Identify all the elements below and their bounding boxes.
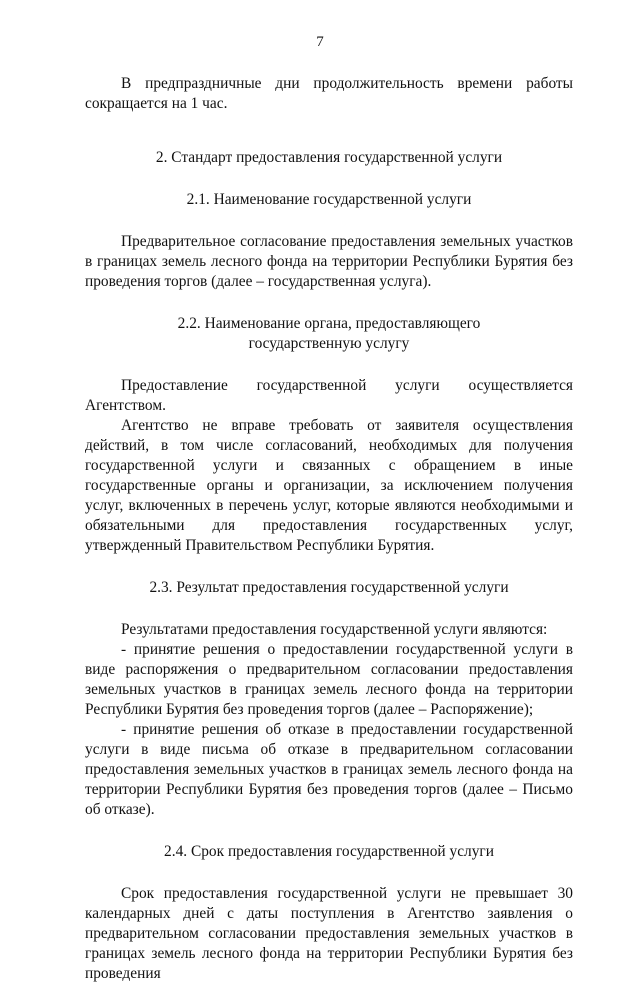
page-number: 7 <box>316 34 324 50</box>
section-2-2-paragraph-1: Предоставление государственной услуги осуществляется Агентством. <box>85 377 573 414</box>
section-2-3-paragraph-3: - принятие решения об отказе в предоставлении государственной услуги в виде письма об отказе в предварительном согласовании предоставления земельных участков в границах земель лесного фонда на территории Республики Бурятия без проведения торгов (далее – Письмо об отказе). <box>85 721 573 818</box>
section-2-2-heading <box>85 314 573 354</box>
intro-paragraph: В предпраздничные дни продолжительность времени работы сокращается на 1 час. <box>85 75 573 112</box>
section-2-4-heading: 2.4. Срок предоставления государственной услуги <box>164 843 494 860</box>
section-2-2-heading-line1: 2.2. Наименование органа, предоставляющего <box>177 315 481 332</box>
section-2-2-heading-line2: государственную услугу <box>248 335 410 352</box>
section-2-1-paragraph: Предварительное согласование предоставления земельных участков в границах земель лесного фонда на территории Республики Бурятия без проведения торгов (далее – государственная услуга). <box>85 233 573 290</box>
section-2-heading: 2. Стандарт предоставления государственной услуги <box>155 149 503 166</box>
section-2-3-paragraph-2: - принятие решения о предоставлении государственной услуги в виде распоряжения о предварительном согласовании предоставления земельных участков в границах земель лесного фонда на территории Республики Бурятия без проведения торгов (далее – Распоряжение); <box>85 641 573 718</box>
section-2-2-paragraph-2: Агентство не вправе требовать от заявителя осуществления действий, в том числе согласований, необходимых для получения государственной услуги и связанных с обращением в иные государственные органы и организации, за исключением получения услуг, включенных в перечень услуг, которые являются необходимыми и обязательными для предоставления государственных услуг, утвержденный Правительством Республики Бурятия. <box>85 417 573 554</box>
section-2-3-paragraph-1: Результатами предоставления государственной услуги являются: <box>121 621 548 638</box>
section-2-3-heading: 2.3. Результат предоставления государственной услуги <box>149 579 509 596</box>
document-body <box>85 74 573 984</box>
section-2-1-heading: 2.1. Наименование государственной услуги <box>186 191 472 208</box>
section-2-4-paragraph-1: Срок предоставления государственной услуги не превышает 30 календарных дней с даты поступления в Агентство заявления о предварительном согласовании предоставления земельных участков в границах земель лесного фонда на территории Республики Бурятия без проведения <box>85 885 573 982</box>
